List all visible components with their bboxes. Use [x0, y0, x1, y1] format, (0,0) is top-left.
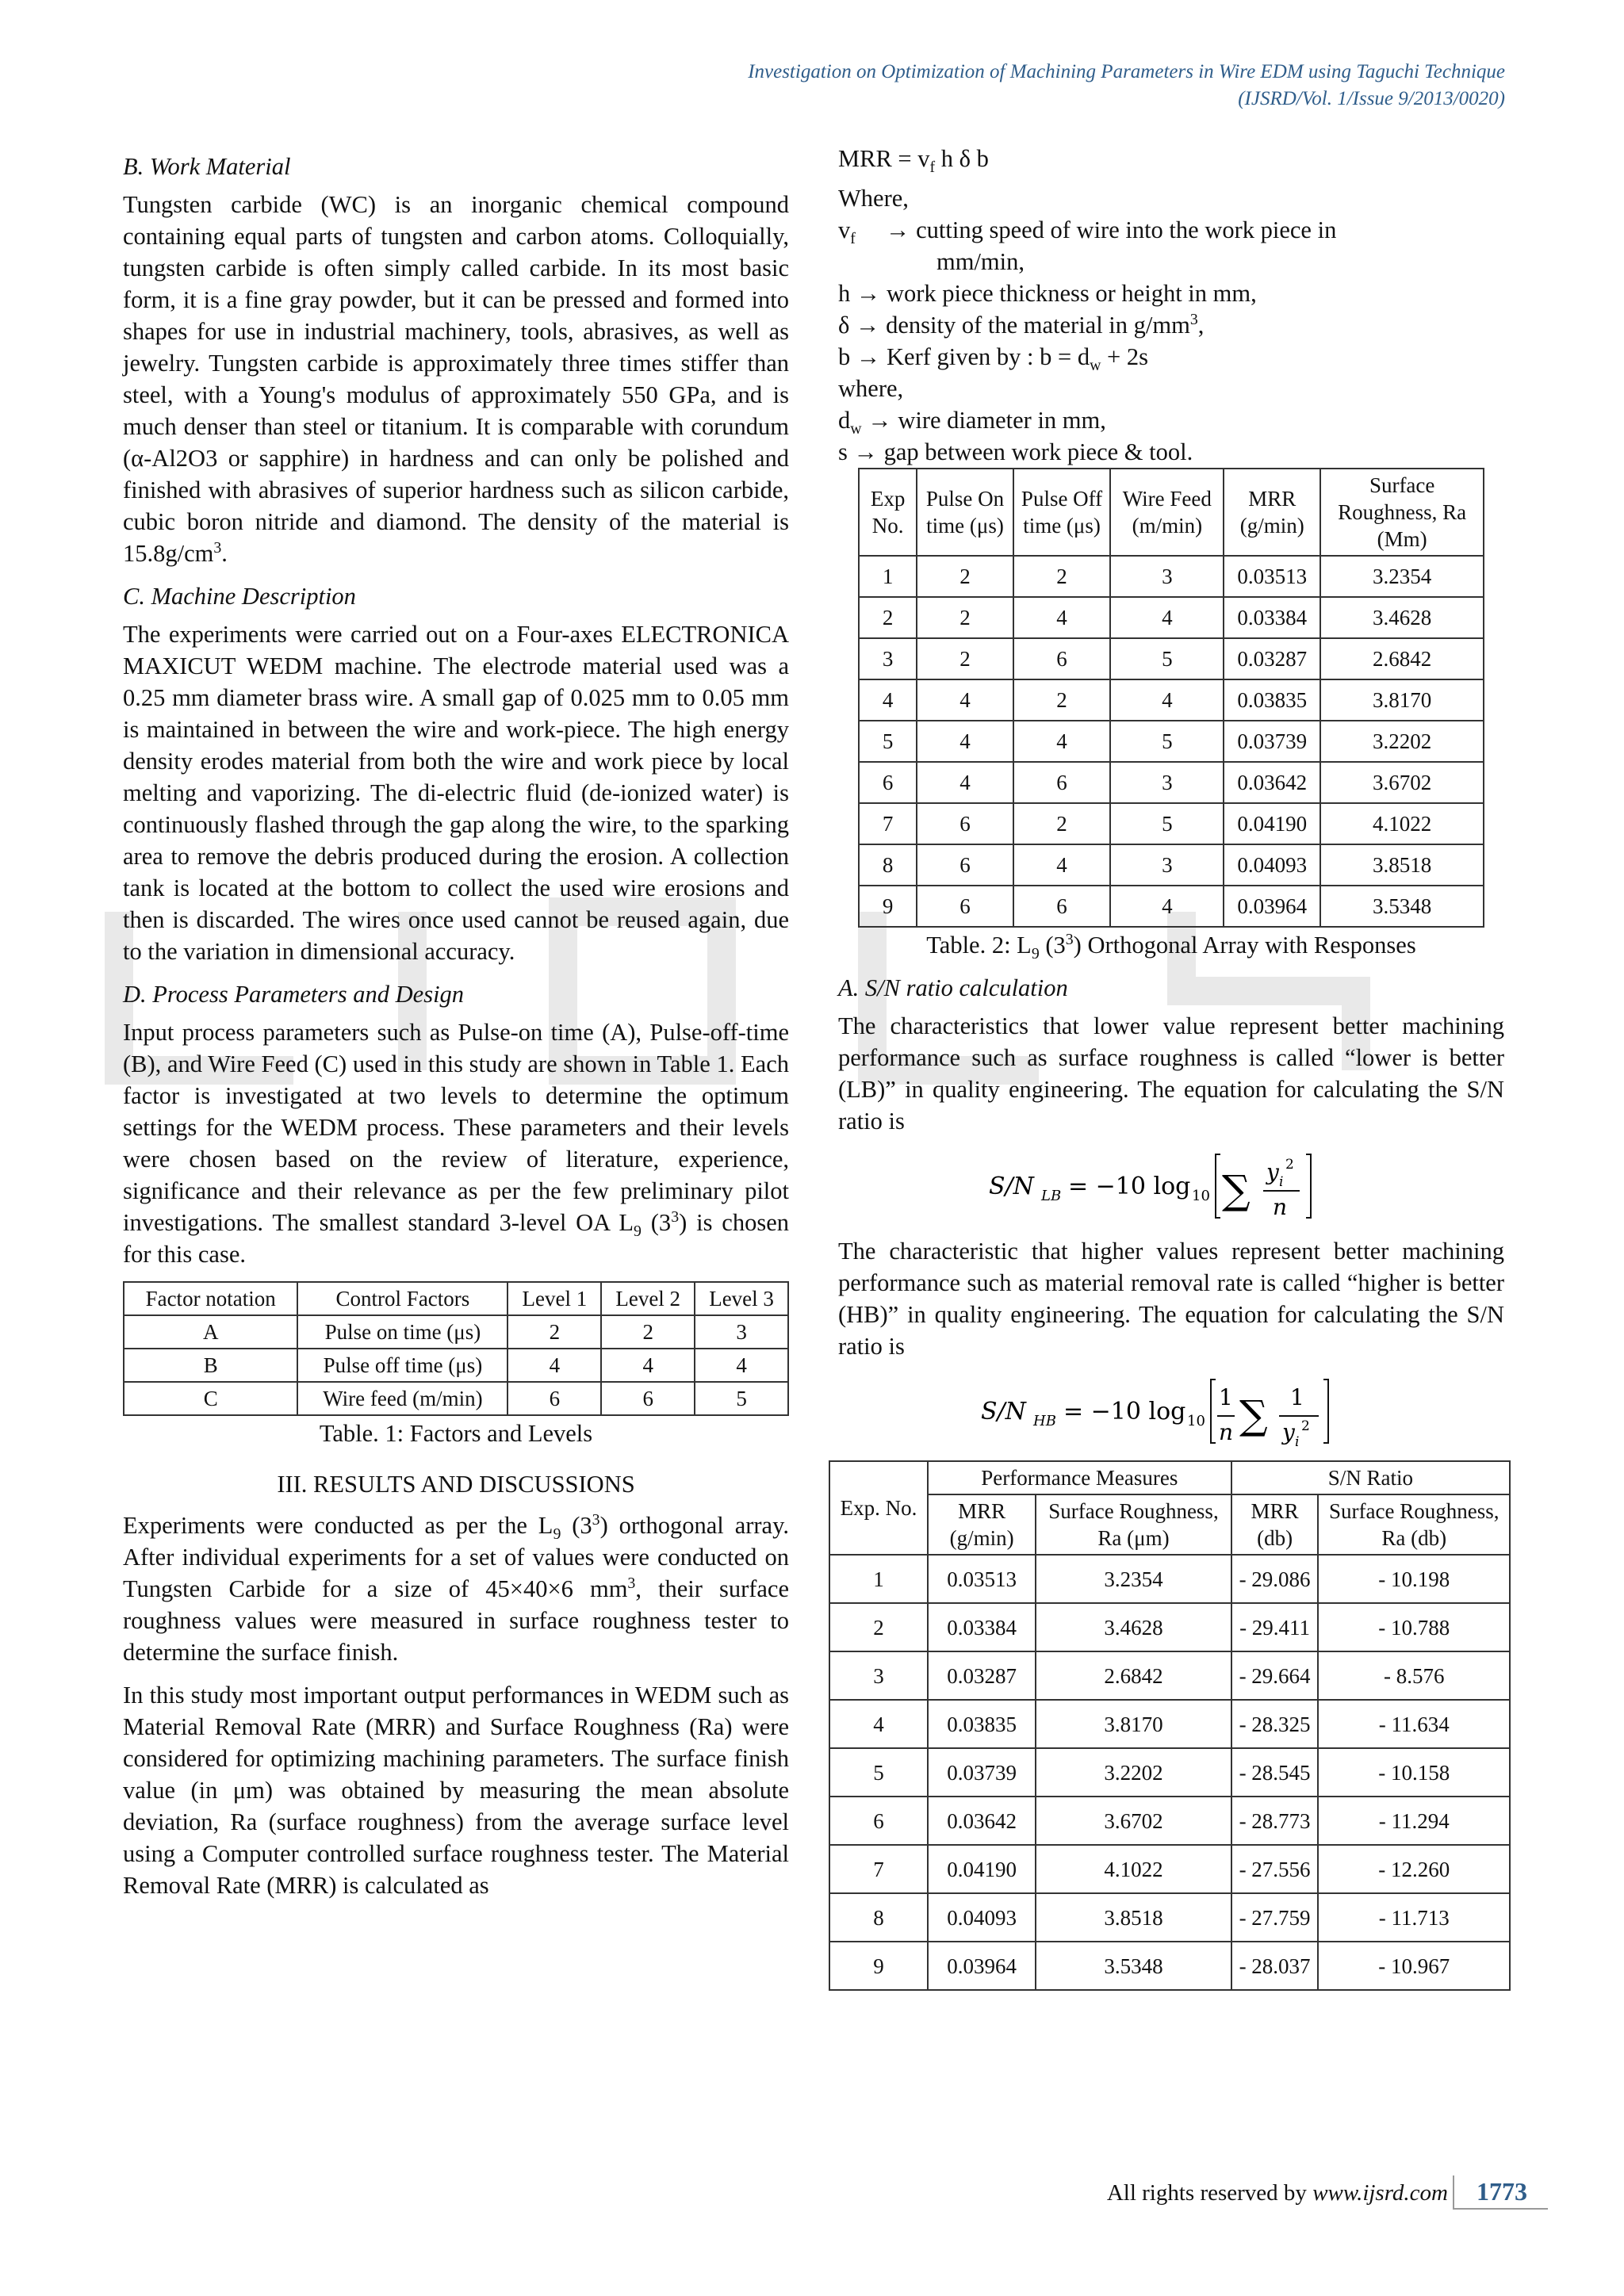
- header-issue: (IJSRD/Vol. 1/Issue 9/2013/0020): [1238, 88, 1505, 109]
- table3-cell: - 10.158: [1318, 1748, 1510, 1797]
- table2-cell: 3.2354: [1320, 556, 1484, 597]
- table1-cell: 2: [601, 1315, 695, 1349]
- right-column: [838, 143, 1504, 1991]
- table3-row: [829, 1700, 1510, 1748]
- vf-definition-unit: mm/min,: [936, 248, 1025, 275]
- running-header: [748, 59, 1505, 113]
- table2-cell: 4: [917, 762, 1013, 803]
- svg-text:∑: ∑: [1222, 1167, 1251, 1213]
- section-a-title: A. S/N ratio calculation: [838, 974, 1068, 1001]
- table3-cell: - 28.545: [1231, 1748, 1319, 1797]
- table2-cell: 4: [1110, 679, 1224, 721]
- section-d-text: Input process parameters such as Pulse-on time (A), Pulse-off-time (B), and Wire Feed (C) used in this study are shown in Table 1. Each factor is investigated at two levels to determine the optimum settings for the WEDM process. These parameters and their levels were chosen based on the review of literature, experience, significance and their relevance as per the few preliminary pilot investigations. The smallest standard 3-level OA $L_9$ $(3^3)$ is chosen for this case.: [123, 1019, 789, 1268]
- table3-cell: 0.04093: [928, 1893, 1036, 1942]
- table3-cell: - 27.759: [1231, 1893, 1319, 1942]
- equation-hb: [838, 1370, 1504, 1449]
- table2-cell: 6: [859, 762, 917, 803]
- table1-header-2: Level 1: [508, 1282, 601, 1315]
- svg-text:10: 10: [1187, 1413, 1205, 1429]
- table1-cell: 6: [508, 1382, 601, 1415]
- svg-text:S/N: S/N: [981, 1398, 1026, 1425]
- table2-cell: 6: [1013, 886, 1111, 927]
- table2-row: [859, 844, 1484, 886]
- table3-cell: - 10.788: [1318, 1603, 1510, 1651]
- table2-cell: 3: [1110, 556, 1224, 597]
- svg-text:= −10 log: = −10 log: [1063, 1398, 1186, 1425]
- table2-cell: 0.04093: [1224, 844, 1320, 886]
- table3-cell: - 28.037: [1231, 1942, 1319, 1990]
- table3-cell: 5: [829, 1748, 928, 1797]
- dw-definition: $d_w$ → wire diameter in mm,: [838, 407, 1106, 438]
- table3-cell: 3.8170: [1036, 1700, 1231, 1748]
- svg-text:∑: ∑: [1239, 1392, 1268, 1438]
- equation-lb: [838, 1145, 1504, 1224]
- section-c-text: The experiments were carried out on a Four-axes ELECTRONICA MAXICUT WEDM machine. The electrode material used was a 0.25 mm diameter brass wire. A small gap of 0.025 mm to 0.05 mm is maintained in between the wire and work-piece. The high energy density erodes material from both the wire and work piece by local melting and vaporizing. The di-electric fluid (de-ionized water) is continuously flashed through the gap along the wire, to the sparking area to remove the debris produced during the erosion. A collection tank is located at the bottom to collect the used wire erosions and then is discarded. The wires once used cannot be reused again, due to the variation in dimensional accuracy.: [123, 621, 789, 965]
- table2-caption: Table. 2: $L_9$ $(3^3)$ Orthogonal Array with Responses: [926, 930, 1416, 963]
- table2-cell: 5: [1110, 721, 1224, 762]
- svg-text:S/N: S/N: [989, 1173, 1034, 1200]
- page-number: 1773: [1453, 2175, 1548, 2210]
- footer-url[interactable]: www.ijsrd.com: [1312, 2180, 1448, 2206]
- table1-cell: 2: [508, 1315, 601, 1349]
- table3-cell: 3.4628: [1036, 1603, 1231, 1651]
- table2-header-2: Pulse Off time (μs): [1013, 469, 1111, 556]
- table1-header-1: Control Factors: [297, 1282, 508, 1315]
- section-3-para2: In this study most important output performances in WEDM such as Material Removal Rate (MRR) and Surface Roughness (Ra) were considered for optimizing machining parameters. The surface finish value (in μm) was obtained by measuring the mean absolute deviation, Ra (surface roughness) from the average surface level using a Computer controlled surface roughness tester. The Material Removal Rate (MRR) is calculated as: [123, 1682, 789, 1899]
- table3-cell: 0.04190: [928, 1845, 1036, 1893]
- table3-cell: - 27.556: [1231, 1845, 1319, 1893]
- table2-cell: 4: [917, 721, 1013, 762]
- svg-text:2: 2: [1285, 1157, 1294, 1173]
- table2-cell: 0.03513: [1224, 556, 1320, 597]
- table1-cell: Wire feed (m/min): [297, 1382, 508, 1415]
- table2-cell: 3.2202: [1320, 721, 1484, 762]
- table3-cell: - 10.967: [1318, 1942, 1510, 1990]
- section-a-para2: The characteristic that higher values represent better machining performance such as material removal rate is called “higher is better (HB)” in quality engineering. The equation for calculating the S/N ratio is: [838, 1238, 1504, 1360]
- table3-cell: - 29.411: [1231, 1603, 1319, 1651]
- table3-cell: - 11.294: [1318, 1797, 1510, 1845]
- table1-header-3: Level 2: [601, 1282, 695, 1315]
- section-3-para1: Experiments were conducted as per the $L_9$ $(3^3)$ orthogonal array. After individual experiments for a set of values were conducted on Tungsten Carbide for a size of 45×40×6 $mm^3$, their surface roughness values were measured in surface roughness tester to determine the surface finish.: [123, 1510, 790, 1666]
- table2-cell: 3: [1110, 762, 1224, 803]
- table3-row: [829, 1893, 1510, 1942]
- table1-cell: A: [124, 1315, 297, 1349]
- table2-cell: 2: [1013, 803, 1111, 844]
- equation-lb-graphic: [989, 1145, 1354, 1224]
- table3-cell: 3.8518: [1036, 1893, 1231, 1942]
- table2-header-0: Exp No.: [859, 469, 917, 556]
- table2-cell: 0.03739: [1224, 721, 1320, 762]
- footer: [1107, 2175, 1548, 2210]
- table2-cell: 8: [859, 844, 917, 886]
- table3-cell: - 28.325: [1231, 1700, 1319, 1748]
- table1-cell: 4: [508, 1349, 601, 1382]
- table2-cell: 0.03835: [1224, 679, 1320, 721]
- table2-cell: 6: [917, 886, 1013, 927]
- table1-row: [124, 1382, 788, 1415]
- svg-text:y: y: [1266, 1159, 1279, 1185]
- footer-rights: All rights reserved by: [1106, 2180, 1313, 2206]
- table2-cell: 5: [1110, 638, 1224, 679]
- table3-cell: - 29.664: [1231, 1651, 1319, 1700]
- table2-cell: 3.6702: [1320, 762, 1484, 803]
- table3-cell: - 11.634: [1318, 1700, 1510, 1748]
- svg-text:1: 1: [1219, 1384, 1233, 1410]
- table3-row: [829, 1942, 1510, 1990]
- table2-cell: 6: [917, 844, 1013, 886]
- table2-cell: 0.03287: [1224, 638, 1320, 679]
- svg-text:i: i: [1279, 1174, 1284, 1190]
- t3-head-ra: Surface Roughness, Ra (μm): [1036, 1494, 1231, 1555]
- table2-cell: 4: [1110, 597, 1224, 638]
- table3-row: [829, 1603, 1510, 1651]
- table3-cell: 0.03835: [928, 1700, 1036, 1748]
- table2-cell: 2: [859, 597, 917, 638]
- svg-text:2: 2: [1301, 1418, 1310, 1434]
- section-b-title: B. Work Material: [123, 153, 291, 180]
- table2-cell: 6: [1013, 638, 1111, 679]
- table3-row: [829, 1555, 1510, 1603]
- table1-cell: 3: [695, 1315, 788, 1349]
- section-b-text: Tungsten carbide (WC) is an inorganic chemical compound containing equal parts of tungsten and carbon atoms. Colloquially, tungsten carbide is often simply called carbide. In its most basic form, it is a fine gray powder, but it can be pressed and formed into shapes for use in industrial machinery, tools, abrasives, as well as jewelry. Tungsten carbide is approximately three times stiffer than steel, with a Young's modulus of approximately 550 GPa, and is much denser than steel or titanium. It is comparable with corundum (α-Al2O3 or sapphire) in hardness and can only be polished and finished with abrasives of superior hardness such as silicon carbide, cubic boron nitride and diamond. The density of the material is $15.8g/cm^3$.: [123, 191, 789, 567]
- table2-cell: 9: [859, 886, 917, 927]
- s-definition: s → gap between work piece & tool.: [838, 438, 1193, 465]
- svg-text:y: y: [1282, 1419, 1295, 1445]
- table3-row: [829, 1748, 1510, 1797]
- table2-cell: 4: [1013, 597, 1111, 638]
- table2-cell: 3.8170: [1320, 679, 1484, 721]
- table2-cell: 3.5348: [1320, 886, 1484, 927]
- table3-cell: 8: [829, 1893, 928, 1942]
- table2-row: [859, 803, 1484, 844]
- table2-cell: 4: [1013, 844, 1111, 886]
- table3-cell: 3: [829, 1651, 928, 1700]
- vf-definition: $v_f$ → cutting speed of wire into the work piece in: [838, 216, 1337, 248]
- h-definition: h → work piece thickness or height in mm,: [838, 280, 1257, 307]
- table2-cell: 3.8518: [1320, 844, 1484, 886]
- table2-cell: 1: [859, 556, 917, 597]
- table2-row: [859, 886, 1484, 927]
- table3-cell: 7: [829, 1845, 928, 1893]
- sn-ratio-table: [829, 1460, 1511, 1991]
- section-a-para1: The characteristics that lower value represent better machining performance such as surface roughness is called “lower is better (LB)” in quality engineering. The equation for calculating the S/N ratio is: [838, 1012, 1504, 1135]
- table3-cell: 0.03384: [928, 1603, 1036, 1651]
- table2-row: [859, 679, 1484, 721]
- table3-cell: 6: [829, 1797, 928, 1845]
- table3-cell: 4: [829, 1700, 928, 1748]
- t3-head-mrr: MRR (g/min): [928, 1494, 1036, 1555]
- table3-cell: 3.5348: [1036, 1942, 1231, 1990]
- table1-header-0: Factor notation: [124, 1282, 297, 1315]
- svg-text:n: n: [1273, 1194, 1288, 1220]
- table3-row: [829, 1797, 1510, 1845]
- section-3-title: III. RESULTS AND DISCUSSIONS: [277, 1471, 635, 1498]
- table2-cell: 4.1022: [1320, 803, 1484, 844]
- table1-caption: Table. 1: Factors and Levels: [319, 1420, 593, 1447]
- table2-cell: 3: [859, 638, 917, 679]
- b-definition: b → Kerf given by : $b = d_w + 2s$: [838, 343, 1148, 375]
- table3-row: [829, 1651, 1510, 1700]
- t3-head-ra-db: Surface Roughness, Ra (db): [1318, 1494, 1510, 1555]
- table2-row: [859, 762, 1484, 803]
- svg-text:10: 10: [1192, 1188, 1210, 1204]
- table3-cell: - 10.198: [1318, 1555, 1510, 1603]
- table2-row: [859, 638, 1484, 679]
- table1-cell: Pulse on time (μs): [297, 1315, 508, 1349]
- table3-cell: 2: [829, 1603, 928, 1651]
- t3-group-performance: Performance Measures: [928, 1461, 1231, 1494]
- table2-cell: 2.6842: [1320, 638, 1484, 679]
- table3-cell: 0.03739: [928, 1748, 1036, 1797]
- table1-cell: Pulse off time (μs): [297, 1349, 508, 1382]
- where-label: Where,: [838, 185, 909, 212]
- table1-cell: 6: [601, 1382, 695, 1415]
- table2-cell: 6: [1013, 762, 1111, 803]
- table3-cell: - 11.713: [1318, 1893, 1510, 1942]
- table2-header-4: MRR (g/min): [1224, 469, 1320, 556]
- table3-cell: 3.2354: [1036, 1555, 1231, 1603]
- table3-cell: - 29.086: [1231, 1555, 1319, 1603]
- left-column: [123, 143, 789, 1912]
- t3-head-exp: Exp. No.: [829, 1461, 928, 1555]
- table2-cell: 2: [1013, 556, 1111, 597]
- table2-row: [859, 556, 1484, 597]
- table2-cell: 2: [917, 556, 1013, 597]
- table2-row: [859, 721, 1484, 762]
- table1-cell: 4: [695, 1349, 788, 1382]
- table2-cell: 2: [917, 597, 1013, 638]
- table3-cell: 0.03513: [928, 1555, 1036, 1603]
- table3-cell: - 8.576: [1318, 1651, 1510, 1700]
- table2-cell: 5: [859, 721, 917, 762]
- table2-header-5: Surface Roughness, Ra (Mm): [1320, 469, 1484, 556]
- t3-group-sn: S/N Ratio: [1231, 1461, 1510, 1494]
- table2-header-1: Pulse On time (μs): [917, 469, 1013, 556]
- table2-cell: 3: [1110, 844, 1224, 886]
- table3-cell: - 12.260: [1318, 1845, 1510, 1893]
- table2-cell: 0.03384: [1224, 597, 1320, 638]
- table3-row: [829, 1845, 1510, 1893]
- table2-cell: 6: [917, 803, 1013, 844]
- table2-row: [859, 597, 1484, 638]
- table3-cell: 3.6702: [1036, 1797, 1231, 1845]
- t3-head-mrr-db: MRR (db): [1231, 1494, 1319, 1555]
- table1-row: [124, 1349, 788, 1382]
- orthogonal-array-table: [858, 468, 1484, 928]
- section-c-title: C. Machine Description: [123, 583, 356, 610]
- table3-cell: 4.1022: [1036, 1845, 1231, 1893]
- table2-cell: 0.03642: [1224, 762, 1320, 803]
- table2-cell: 4: [859, 679, 917, 721]
- table2-cell: 0.04190: [1224, 803, 1320, 844]
- table2-cell: 7: [859, 803, 917, 844]
- table3-cell: 0.03287: [928, 1651, 1036, 1700]
- table2-cell: 4: [917, 679, 1013, 721]
- table2-cell: 5: [1110, 803, 1224, 844]
- table1-row: [124, 1315, 788, 1349]
- table1-cell: C: [124, 1382, 297, 1415]
- table1-cell: 5: [695, 1382, 788, 1415]
- table3-cell: - 28.773: [1231, 1797, 1319, 1845]
- header-title: Investigation on Optimization of Machining Parameters in Wire EDM using Taguchi Technique: [748, 61, 1505, 82]
- table2-cell: 4: [1013, 721, 1111, 762]
- table1-cell: B: [124, 1349, 297, 1382]
- svg-text:= −10 log: = −10 log: [1068, 1173, 1191, 1200]
- table2-cell: 3.4628: [1320, 597, 1484, 638]
- svg-text:LB: LB: [1041, 1188, 1062, 1204]
- svg-text:1: 1: [1290, 1384, 1304, 1410]
- table1-header-4: Level 3: [695, 1282, 788, 1315]
- svg-text:HB: HB: [1033, 1413, 1056, 1429]
- table3-cell: 1: [829, 1555, 928, 1603]
- section-d-title: D. Process Parameters and Design: [123, 981, 465, 1008]
- table2-cell: 4: [1110, 886, 1224, 927]
- table3-cell: 0.03642: [928, 1797, 1036, 1845]
- where-label-2: where,: [838, 375, 904, 402]
- table3-cell: 2.6842: [1036, 1651, 1231, 1700]
- table3-cell: 3.2202: [1036, 1748, 1231, 1797]
- table3-cell: 0.03964: [928, 1942, 1036, 1990]
- svg-text:i: i: [1295, 1434, 1300, 1449]
- table2-header-3: Wire Feed (m/min): [1110, 469, 1224, 556]
- svg-text:n: n: [1219, 1419, 1234, 1445]
- factors-table: [123, 1281, 789, 1416]
- equation-hb-graphic: [981, 1370, 1362, 1449]
- table2-cell: 2: [1013, 679, 1111, 721]
- table3-cell: 9: [829, 1942, 928, 1990]
- table2-cell: 0.03964: [1224, 886, 1320, 927]
- table2-cell: 2: [917, 638, 1013, 679]
- table1-cell: 4: [601, 1349, 695, 1382]
- delta-definition: δ → density of the material in $g/mm^3$,: [838, 310, 1205, 339]
- mrr-formula: MRR = $v_f$ h δ b: [838, 145, 989, 177]
